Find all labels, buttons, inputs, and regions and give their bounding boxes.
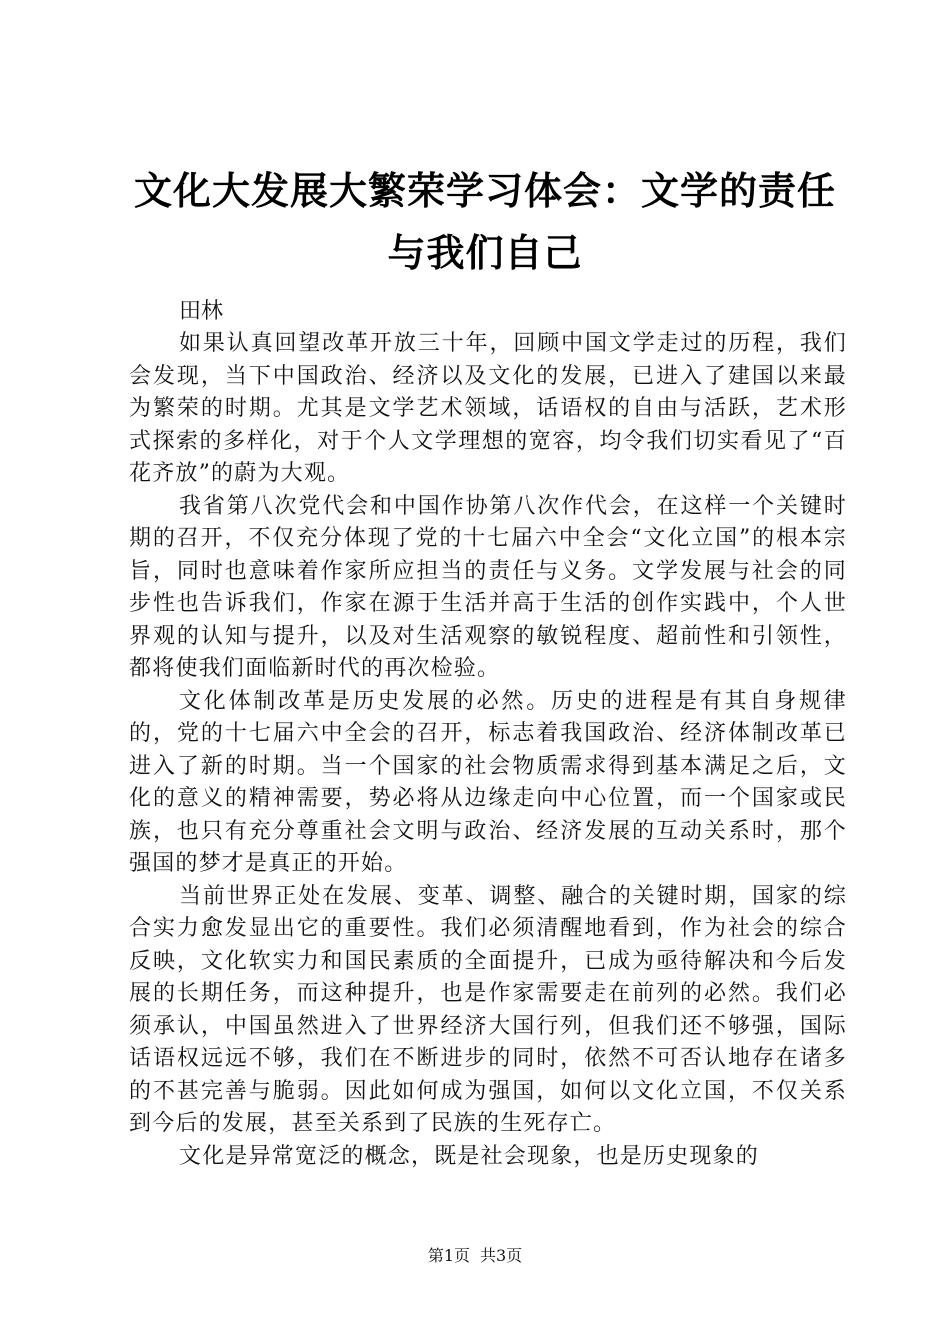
paragraph: 文化是异常宽泛的概念，既是社会现象，也是历史现象的 [179, 1143, 760, 1169]
paragraph: 我省第八次党代会和中国作协第八次作代会，在这样一个关键时期的召开，不仅充分体现了党的十七届六中全会“文化立国”的根本宗旨，同时也意味着作家所应担当的责任与义务。文学发展与社会的同步性也告诉我们，作家在源于生活并高于生活的创作实践中，个人世界观的认知与提升，以及对生活观察的敏锐程度、超前性和引领性，都将使我们面临新时代的再次检验。 [129, 493, 847, 681]
paragraph: 文化体制改革是历史发展的必然。历史的进程是有其自身规律的，党的十七届六中全会的召开，标志着我国政治、经济体制改革已进入了新的时期。当一个国家的社会物质需求得到基本满足之后，文化的意义的精神需要，势必将从边缘走向中心位置，而一个国家或民族，也只有充分尊重社会文明与政治、经济发展的互动关系时，那个强国的梦才是真正的开始。 [129, 688, 847, 876]
paragraph: 如果认真回望改革开放三十年，回顾中国文学走过的历程，我们会发现，当下中国政治、经济以及文化的发展，已进入了建国以来最为繁荣的时期。尤其是文学艺术领域，话语权的自由与活跃，艺术形式探索的多样化，对于个人文学理想的宽容，均令我们切实看见了“百花齐放”的蔚为大观。 [129, 331, 847, 486]
page-number: 第1页 [427, 1246, 470, 1265]
page-total: 共3页 [480, 1246, 523, 1265]
document-title: 文化大发展大繁荣学习体会：文学的责任与我们自己 [133, 169, 836, 275]
author-name: 田林 [179, 299, 224, 324]
document-body [129, 296, 847, 1173]
page-footer [0, 1246, 950, 1266]
paragraph: 当前世界正处在发展、变革、调整、融合的关键时期，国家的综合实力愈发显出它的重要性。我们必须清醒地看到，作为社会的综合反映，文化软实力和国民素质的全面提升，已成为亟待解决和今后发展的长期任务，而这种提升，也是作家需要走在前列的必然。我们必须承认，中国虽然进入了世界经济大国行列，但我们还不够强，国际话语权远远不够，我们在不断进步的同时，依然不可否认地存在诸多的不甚完善与脆弱。因此如何成为强国，如何以文化立国，不仅关系到今后的发展，甚至关系到了民族的生死存亡。 [129, 883, 847, 1136]
